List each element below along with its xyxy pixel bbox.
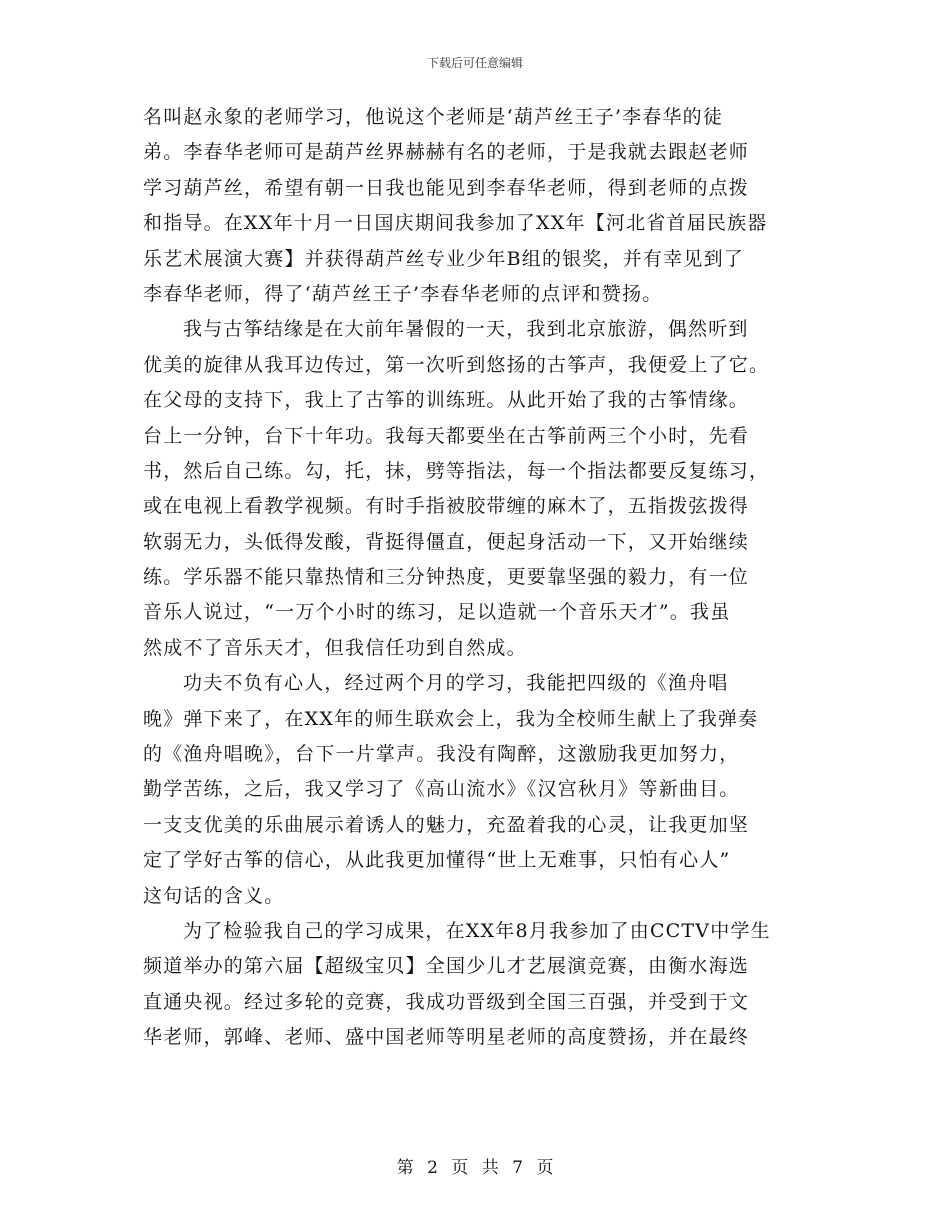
text-line: 或在电视上看教学视频。有时手指被胶带缠的麻木了，五指拨弦拨得 (143, 495, 750, 518)
text-line: 练。学乐器不能只靠热情和三分钟热度，更要靠坚强的毅力，有一位 (143, 566, 750, 589)
text-line: 音乐人说过，“一万个小时的练习，足以造就一个音乐天才”。我虽 (143, 601, 731, 624)
text-line: 的《渔舟唱晚》，台下一片掌声。我没有陶醉，这激励我更加努力， (143, 743, 740, 766)
paragraph-first-line: 功夫不负有心人，经过两个月的学习，我能把四级的《渔舟唱 (183, 672, 729, 695)
text-line: 定了学好古筝的信心，从此我更加懂得“世上无难事，只怕有心人” (143, 849, 731, 872)
text-line: 频道举办的第六届【超级宝贝】全国少儿才艺展演竞赛，由衡水海选 (143, 955, 750, 978)
text-line: 晚》弹下来了，在XX年的师生联欢会上，我为全校师生献上了我弹奏 (143, 707, 759, 730)
text-line: 弟。李春华老师可是葫芦丝界赫赫有名的老师，于是我就去跟赵老师 (143, 141, 750, 164)
text-line: 优美的旋律从我耳边传过，第一次听到悠扬的古筝声，我便爱上了它。 (143, 353, 770, 376)
text-line: 乐艺术展演大赛】并获得葫芦丝专业少年B组的银奖，并有幸见到了 (143, 247, 744, 270)
text-line: 台上一分钟，台下十年功。我每天都要坐在古筝前两三个小时，先看 (143, 424, 750, 447)
text-line: 名叫赵永象的老师学习，他说这个老师是‘葫芦丝王子’李春华的徒 (143, 106, 724, 128)
text-line: 然成不了音乐天才，但我信任功到自然成。 (143, 636, 527, 659)
text-line: 软弱无力，头低得发酸，背挺得僵直，便起身活动一下，又开始继续 (143, 530, 750, 553)
footer-total-label: 共 (481, 1158, 499, 1178)
footer-suffix: 页 (536, 1158, 554, 1178)
text-line: 勤学苦练，之后，我又学习了《高山流水》《汉宫秋月》等新曲目。 (143, 778, 740, 801)
text-line: 华老师，郭峰、老师、盛中国老师等明星老师的高度赞扬，并在最终 (143, 1026, 750, 1049)
text-line: 书，然后自己练。勾，托，抹，劈等指法，每一个指法都要反复练习， (143, 459, 770, 482)
text-line: 和指导。在XX年十月一日国庆期间我参加了XX年【河北省首届民族器 (143, 212, 768, 235)
text-line: 在父母的支持下，我上了古筝的训练班。从此开始了我的古筝情缘。 (143, 389, 750, 412)
text-line: 学习葫芦丝，希望有朝一日我也能见到李春华老师，得到老师的点拨 (143, 176, 750, 199)
text-line: 李春华老师，得了‘葫芦丝王子’李春华老师的点评和赞扬。 (143, 282, 663, 305)
total-page-number: 7 (512, 1158, 523, 1178)
text-line: 这句话的含义。 (143, 884, 285, 907)
document-body (143, 100, 813, 1056)
paragraph-first-line: 我与古筝结缘是在大前年暑假的一天，我到北京旅游，偶然听到 (183, 318, 749, 341)
footer-prefix: 第 (396, 1158, 414, 1178)
text-line: 一支支优美的乐曲展示着诱人的魅力，充盈着我的心灵，让我更加坚 (143, 813, 750, 836)
current-page-number: 2 (427, 1158, 438, 1178)
text-line: 直通央视。经过多轮的竞赛，我成功晋级到全国三百强，并受到于文 (143, 990, 750, 1013)
page-footer (0, 1153, 950, 1178)
paragraph-first-line: 为了检验我自己的学习成果，在XX年8月我参加了由CCTV中学生 (183, 919, 771, 942)
footer-page-label: 页 (451, 1158, 469, 1178)
page-header-note: 下载后可任意编辑 (426, 56, 523, 70)
